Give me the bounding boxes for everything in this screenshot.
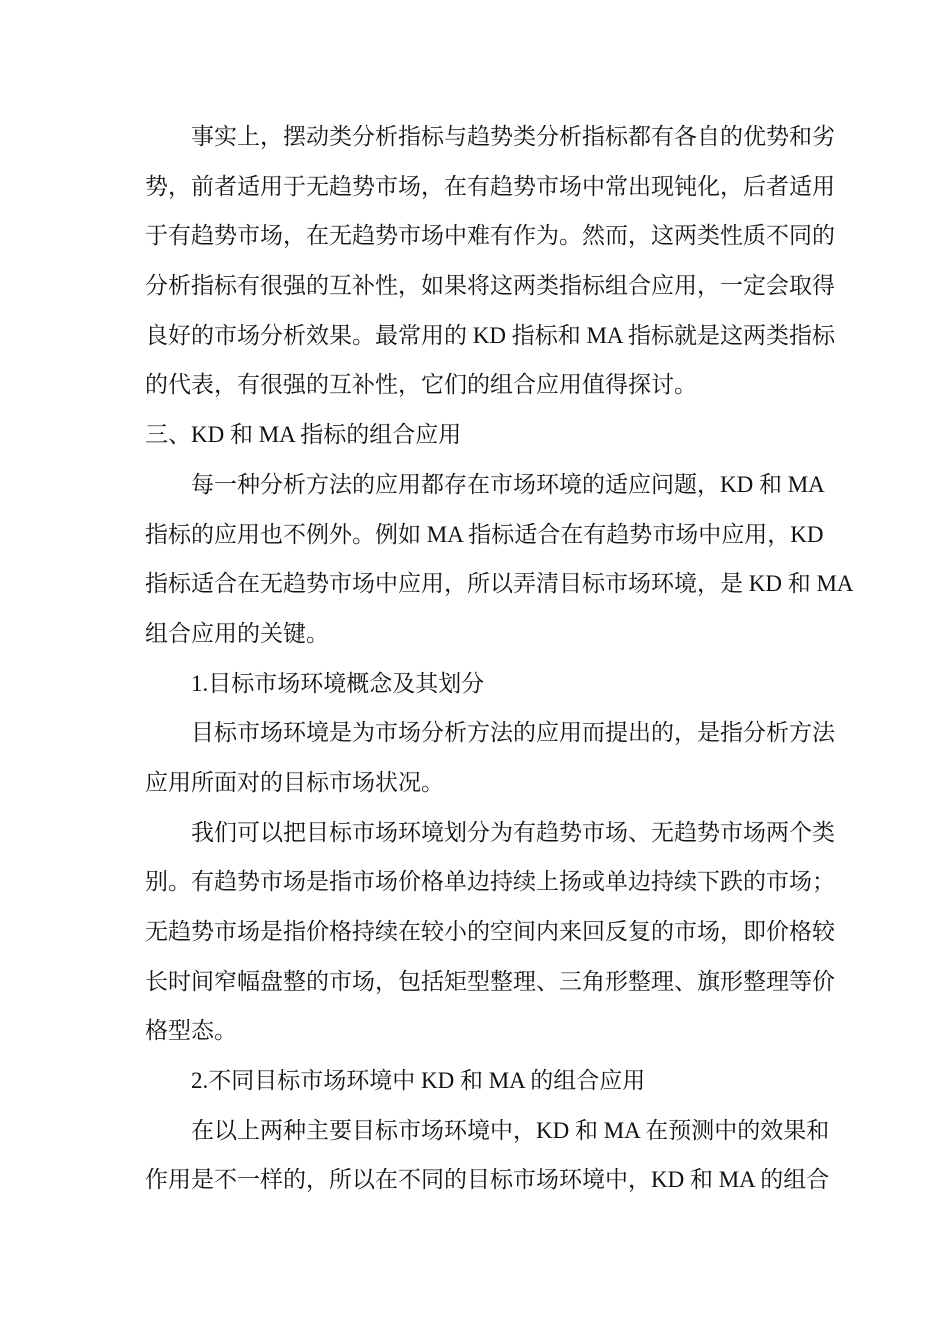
section-heading: 三、KD 和 MA 指标的组合应用 xyxy=(145,422,462,448)
paragraph-line: 无趋势市场是指价格持续在较小的空间内来回反复的市场，即价格较 xyxy=(145,919,835,944)
paragraph-line: 良好的市场分析效果。最常用的 KD 指标和 MA 指标就是这两类指标 xyxy=(145,322,836,348)
paragraph-line: 作用是不一样的，所以在不同的目标市场环境中，KD 和 MA 的组合 xyxy=(145,1167,830,1193)
paragraph-line: 势，前者适用于无趋势市场，在有趋势市场中常出现钝化，后者适用 xyxy=(145,173,835,199)
paragraph-line: 我们可以把目标市场环境划分为有趋势市场、无趋势市场两个类 xyxy=(191,819,835,845)
paragraph-line: 的代表，有很强的互补性，它们的组合应用值得探讨。 xyxy=(145,372,697,398)
paragraph-line: 组合应用的关键。 xyxy=(145,620,329,646)
paragraph-line: 分析指标有很强的互补性，如果将这两类指标组合应用，一定会取得 xyxy=(145,273,835,299)
paragraph-line: 事实上，摆动类分析指标与趋势类分析指标都有各自的优势和劣 xyxy=(191,124,835,149)
paragraph-line: 于有趋势市场，在无趋势市场中难有作为。然而，这两类性质不同的 xyxy=(145,223,835,249)
subsection-heading: 1.目标市场环境概念及其划分 xyxy=(191,670,485,696)
subsection-heading: 2.不同目标市场环境中 KD 和 MA 的组合应用 xyxy=(191,1068,646,1094)
paragraph-line: 目标市场环境是为市场分析方法的应用而提出的，是指分析方法 xyxy=(191,720,835,746)
paragraph-line: 长时间窄幅盘整的市场，包括矩型整理、三角形整理、旗形整理等价 xyxy=(145,968,835,994)
paragraph-line: 指标的应用也不例外。例如 MA 指标适合在有趋势市场中应用，KD xyxy=(145,521,824,547)
paragraph-line: 在以上两种主要目标市场环境中，KD 和 MA 在预测中的效果和 xyxy=(191,1117,830,1143)
paragraph-line: 指标适合在无趋势市场中应用，所以弄清目标市场环境，是 KD 和 MA xyxy=(145,571,854,597)
paragraph-line: 每一种分析方法的应用都存在市场环境的适应问题，KD 和 MA xyxy=(191,471,825,497)
paragraph-line: 应用所面对的目标市场状况。 xyxy=(145,769,444,795)
paragraph-line: 格型态。 xyxy=(145,1018,237,1044)
document-body xyxy=(145,112,854,1205)
paragraph-line: 别。有趋势市场是指市场价格单边持续上扬或单边持续下跌的市场； xyxy=(145,869,835,895)
